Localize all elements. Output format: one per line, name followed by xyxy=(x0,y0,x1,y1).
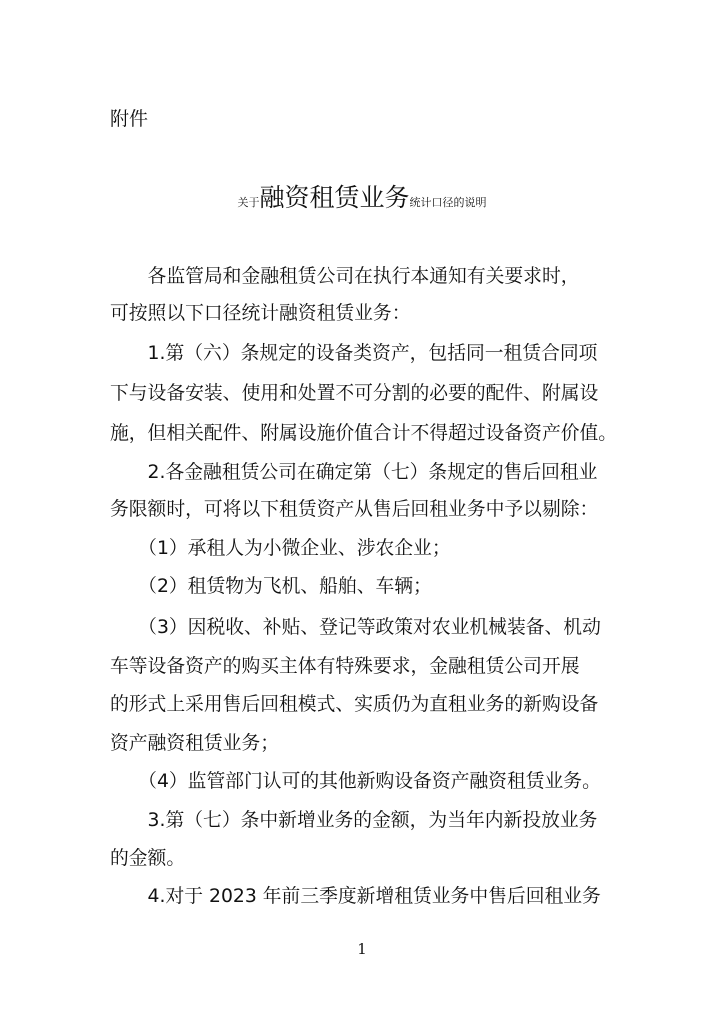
body-line: 施，但相关配件、附属设施价值合计不得超过设备资产价值。 xyxy=(110,423,618,444)
body-line: 车等设备资产的购买主体有特殊要求，金融租赁公司开展 xyxy=(110,656,580,677)
page-number: 1 xyxy=(357,940,367,958)
body-line: 务限额时，可将以下租赁资产从售后回租业务中予以剔除： xyxy=(110,499,599,520)
body-line: 1.第（六）条规定的设备类资产，包括同一租赁合同项 xyxy=(110,343,598,364)
body-line: 各监管局和金融租赁公司在执行本通知有关要求时， xyxy=(110,266,580,287)
body-line: 3.第（七）条中新增业务的金额，为当年内新投放业务 xyxy=(110,810,598,831)
title-prefix: 关于 xyxy=(237,196,260,209)
document-title xyxy=(0,178,724,214)
body-line: 的金额。 xyxy=(110,848,186,869)
body-line: （1）承租人为小微企业、涉农企业； xyxy=(110,538,451,559)
body-line: 可按照以下口径统计融资租赁业务： xyxy=(110,303,411,324)
body-line: 2.各金融租赁公司在确定第（七）条规定的售后回租业 xyxy=(110,462,598,483)
body-line: （2）租赁物为飞机、船舶、车辆； xyxy=(110,576,432,597)
attachment-label: 附件 xyxy=(110,108,149,130)
body-line: （4）监管部门认可的其他新购设备资产融资租赁业务。 xyxy=(110,771,601,792)
body-line: 的形式上采用售后回租模式、实质仍为直租业务的新购设备 xyxy=(110,694,599,715)
title-main: 融资租赁业务 xyxy=(259,183,410,212)
body-line: 下与设备安装、使用和处置不可分割的必要的配件、附属设 xyxy=(110,383,599,404)
body-line: 资产融资租赁业务； xyxy=(110,733,280,754)
title-suffix: 统计口径的说明 xyxy=(409,196,487,209)
body-line: 4.对于 2023 年前三季度新增租赁业务中售后回租业务 xyxy=(110,886,601,907)
body-line: （3）因税收、补贴、登记等政策对农业机械装备、机动 xyxy=(110,617,601,638)
